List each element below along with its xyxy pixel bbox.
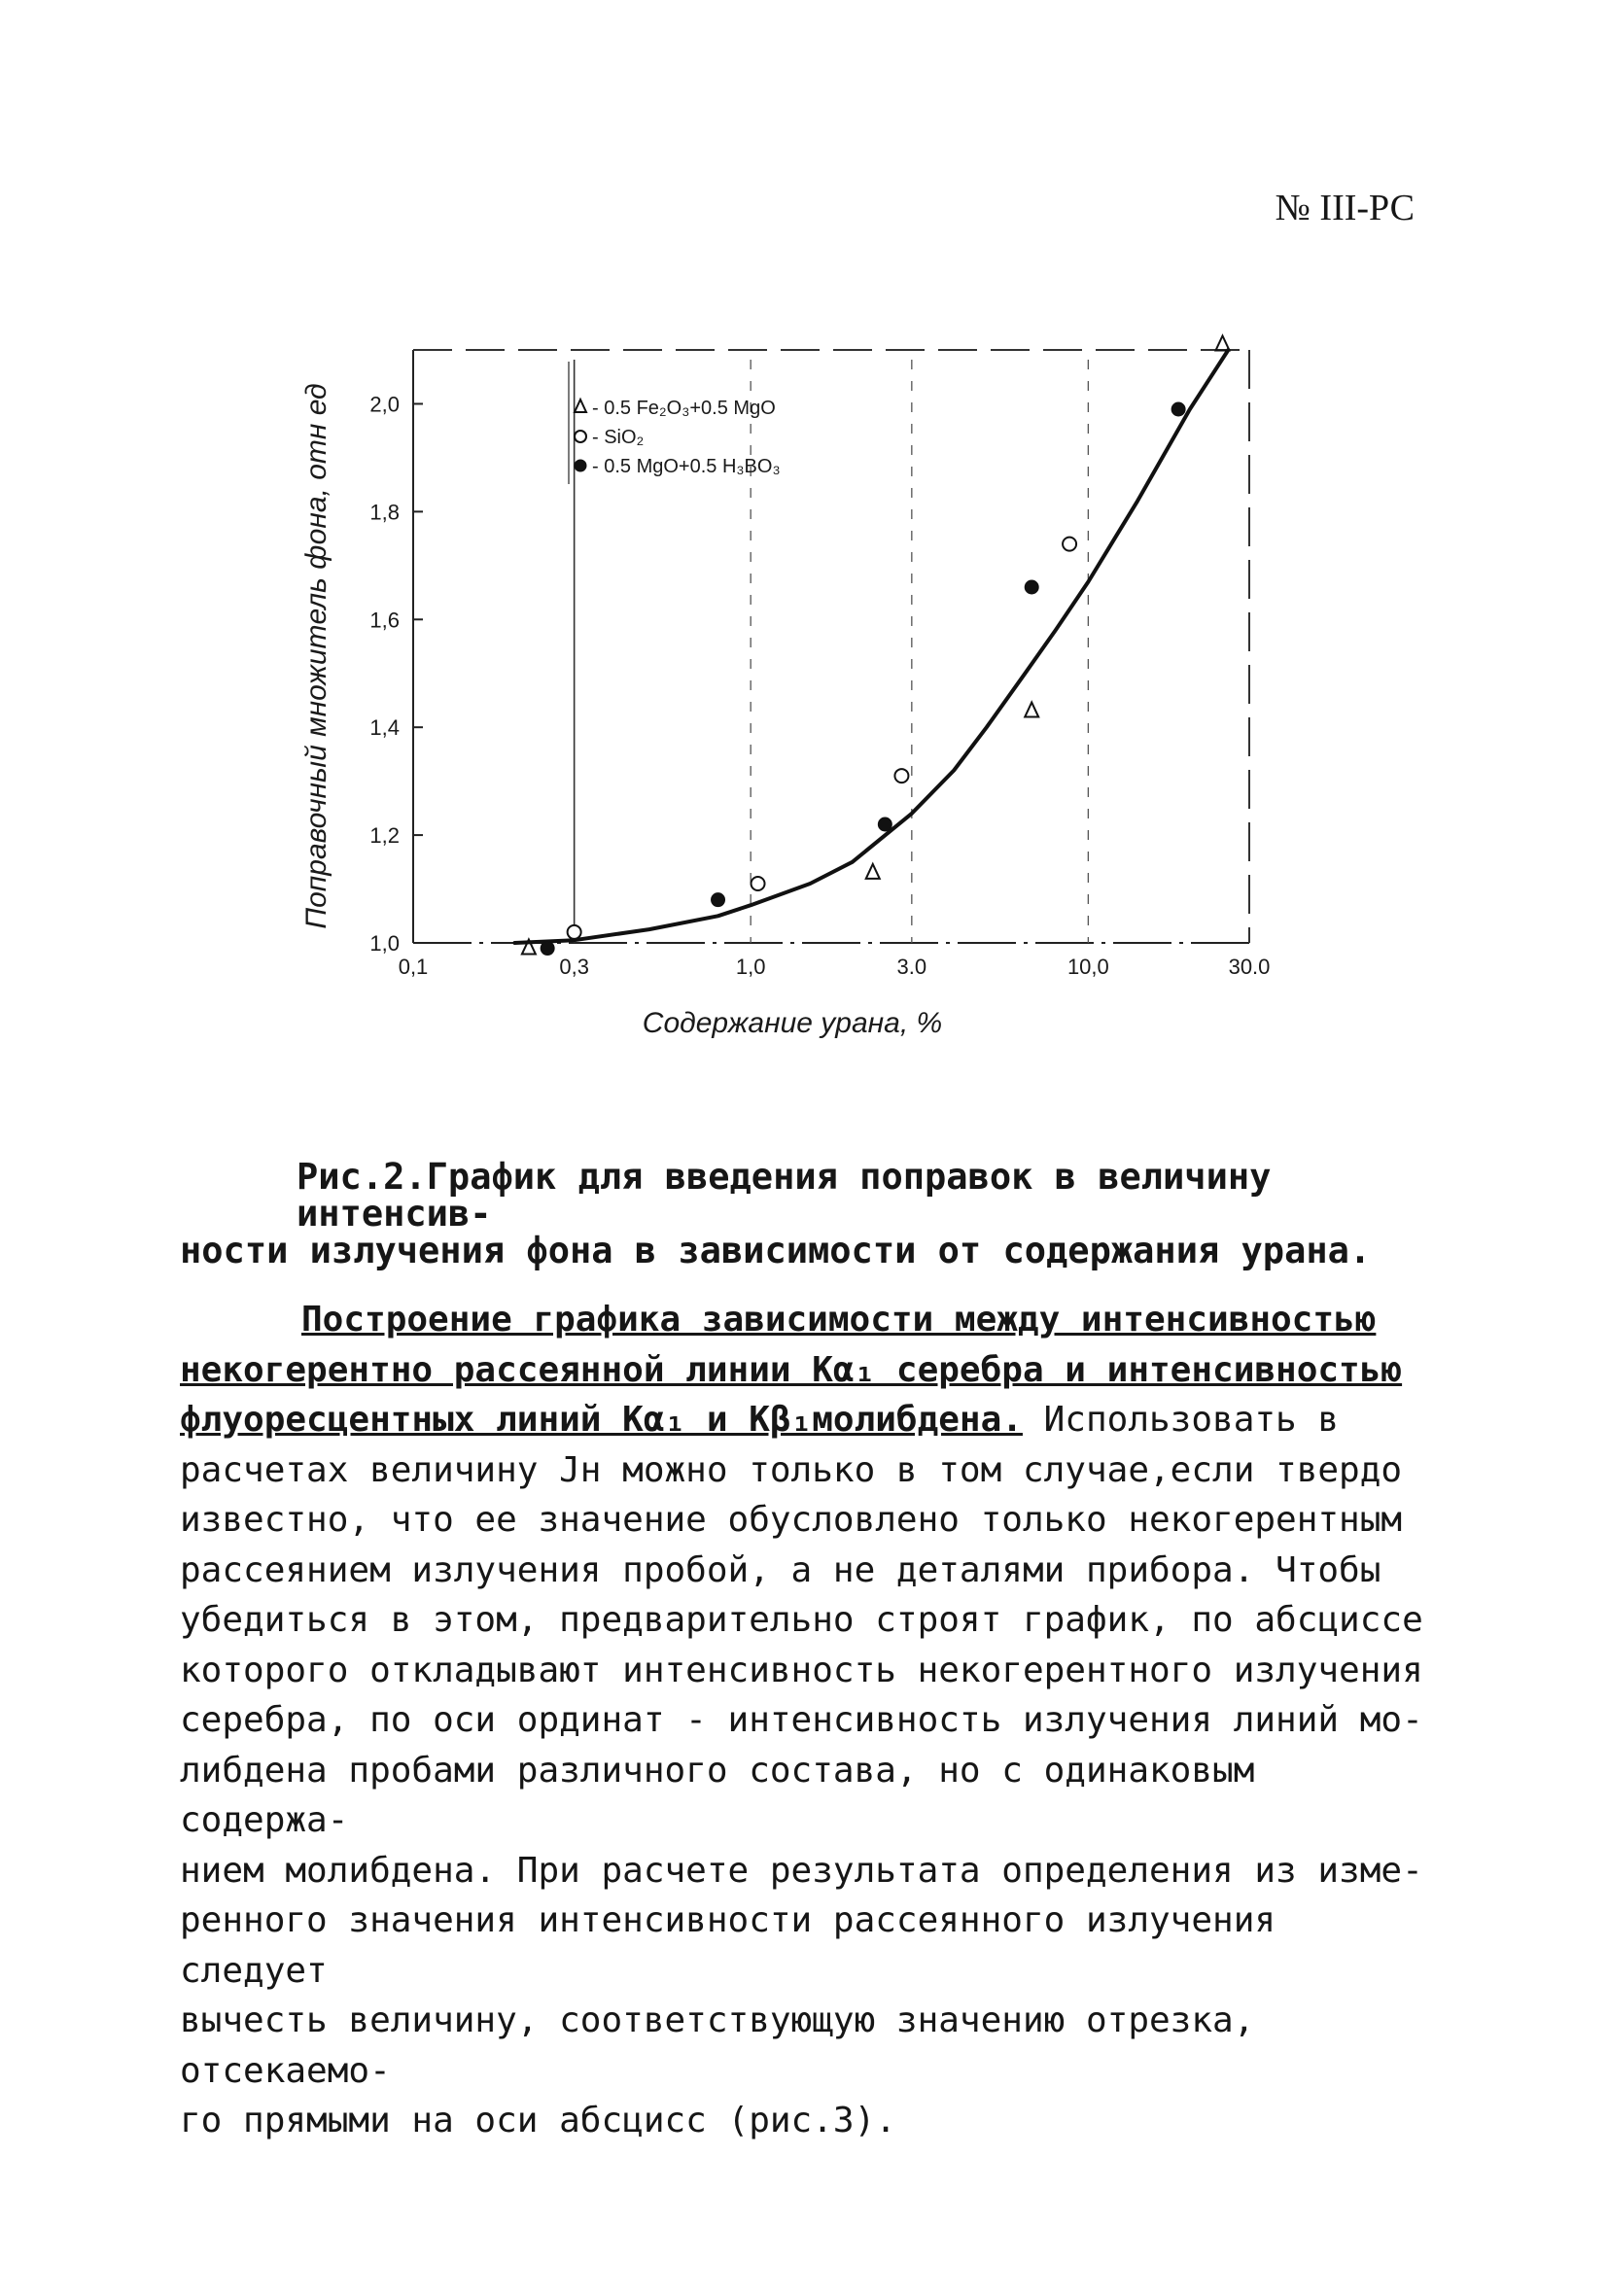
text-line-8: которого откладывают интенсивность некогерентного излучения (180, 1650, 1423, 1690)
heading-underlined-3: флуоресцентных линий Kα₁ и Kβ₁молибдена. (180, 1400, 1023, 1440)
y-tick-label-1: 1,2 (369, 823, 400, 849)
x-tick-label-3: 3.0 (896, 955, 927, 979)
background-correction-chart (282, 321, 1312, 1060)
legend-layer (569, 362, 781, 484)
x-tick-label-4: 10,0 (1066, 955, 1109, 979)
page-number: № III-РС (1275, 188, 1415, 228)
heading-underlined-1: Построение графика зависимости между интенсивностью (301, 1300, 1377, 1339)
text-line-10: либдена пробами различного состава, но с одинаковым содержа- (180, 1750, 1255, 1840)
text-line-11: нием молибдена. При расчете результата определения из изме- (180, 1850, 1423, 1891)
text-line-13: вычесть величину, соответствующую значению отрезка, отсекаемо- (180, 2000, 1255, 2091)
text-line-6: рассеянием излучения пробой, а не деталями прибора. Чтобы (180, 1549, 1381, 1590)
y-tick-label-3: 1,6 (369, 608, 400, 633)
legend-label-2: - 0.5 MgO+0.5 H₃BO₃ (592, 456, 781, 477)
legend-marker-2 (575, 460, 586, 471)
y-tick-label-0: 1,0 (369, 931, 400, 956)
x-tick-label-1: 0,3 (559, 955, 589, 979)
point-s0-3 (1216, 335, 1230, 350)
heading-underlined-2: некогерентно рассеянной линии Kα₁ серебра и интенсивностью (180, 1349, 1403, 1390)
caption-line-2: ности излучения фона в зависимости от содержания урана. (180, 1230, 1372, 1271)
legend-marker-1 (575, 431, 586, 442)
point-s2-4 (1171, 402, 1185, 416)
text-line-12: ренного значения интенсивности рассеянного излучения следует (180, 1900, 1276, 1991)
point-s1-1 (752, 877, 765, 890)
y-axis-title: Поправочный множитель фона, отн ед (300, 383, 332, 929)
text-line-9: серебра, по оси ординат - интенсивность излучения линий мо- (180, 1700, 1423, 1740)
point-s0-1 (866, 864, 880, 879)
point-s0-2 (1025, 703, 1038, 717)
point-s1-0 (568, 925, 581, 939)
text-line-4: расчетах величину Jн можно только в том случае,если твердо (180, 1449, 1403, 1490)
point-s1-3 (1063, 538, 1076, 551)
body-paragraph (180, 1295, 1429, 2146)
point-s1-2 (894, 769, 908, 783)
legend-label-1: - SiO₂ (592, 427, 645, 448)
x-tick-label-0: 0,1 (398, 955, 429, 979)
y-tick-label-5: 2,0 (369, 392, 400, 417)
point-s2-3 (1025, 580, 1038, 594)
point-s2-2 (878, 818, 891, 831)
text-line-7: убедиться в этом, предварительно строят график, по абсциссе (180, 1600, 1423, 1640)
x-axis-title: Содержание урана, % (642, 1007, 943, 1039)
grid-layer (575, 360, 1089, 943)
point-s2-0 (541, 942, 554, 956)
legend-label-0: - 0.5 Fe₂O₃+0.5 MgO (592, 398, 776, 419)
y-tick-label-4: 1,8 (369, 500, 400, 525)
labels-layer (300, 383, 1270, 1039)
text-line-3: Использовать в (1022, 1400, 1340, 1440)
figure-caption (180, 1156, 1434, 1271)
legend-marker-0 (575, 400, 586, 412)
y-tick-label-2: 1,4 (369, 715, 400, 741)
caption-line-1: Рис.2.График для введения поправок в величину интенсив- (297, 1156, 1272, 1235)
point-s2-1 (712, 893, 725, 907)
text-line-5: известно, что ее значение обусловлено только некогерентным (180, 1500, 1403, 1540)
x-tick-label-2: 1,0 (735, 955, 766, 979)
x-tick-label-5: 30.0 (1228, 955, 1271, 979)
text-line-14: го прямыми на оси абсцисс (рис.3). (180, 2101, 896, 2140)
axes-layer (413, 350, 1249, 943)
